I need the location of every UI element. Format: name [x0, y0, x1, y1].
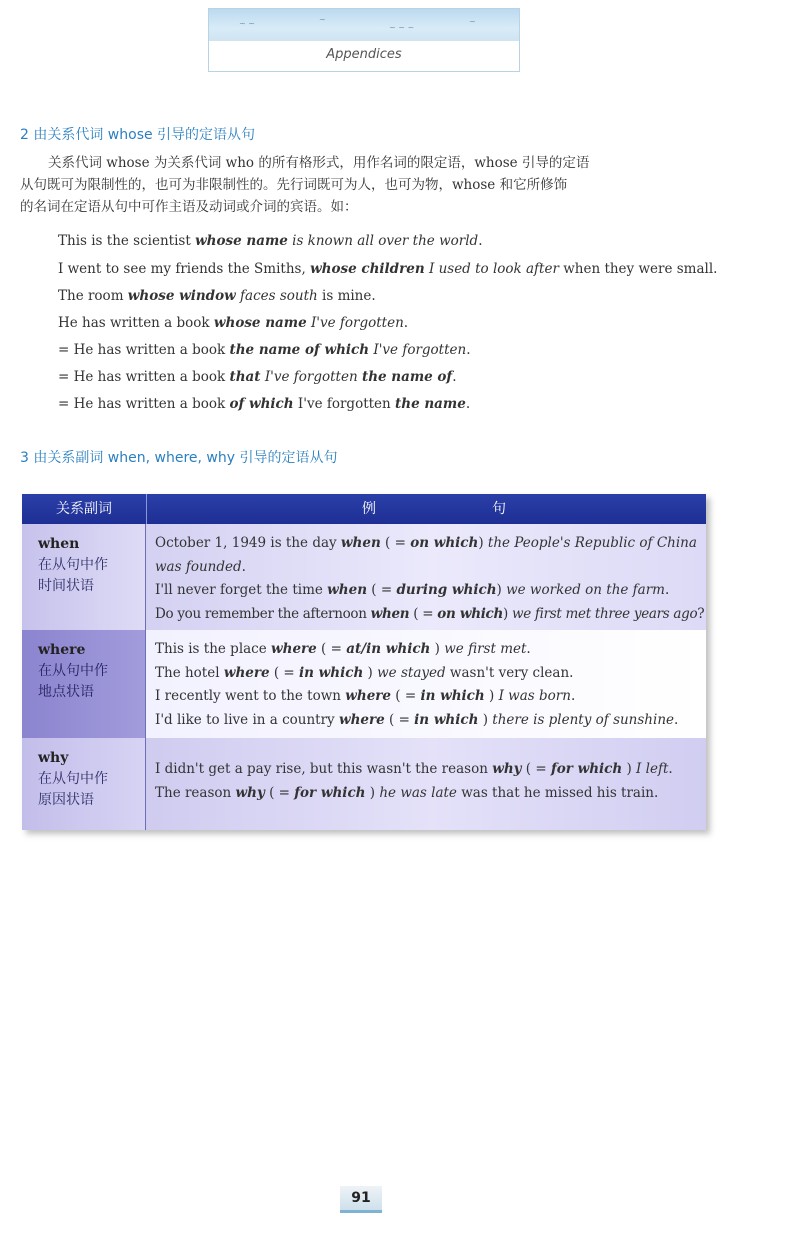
example-line: was founded.: [155, 558, 246, 575]
row-keyword: when: [38, 536, 80, 552]
paragraph-line: 从句既可为限制性的，也可为非限制性的。先行词既可为人，也可为物，whose 和它所修饰: [20, 177, 568, 193]
example-line: I'd like to live in a country where ( = in which ) there is plenty of sunshine.: [155, 711, 679, 728]
header-label: Appendices: [326, 47, 402, 62]
row-label: [22, 630, 146, 738]
example-sentence: I went to see my friends the Smiths, whose children I used to look after when they were small.: [58, 261, 718, 277]
section-3-title: 3 由关系副词 when, where, why 引导的定语从句: [20, 450, 338, 466]
relative-adverb-table: [22, 494, 706, 830]
row-role: 时间状语: [38, 578, 94, 594]
row-role: 地点状语: [38, 684, 94, 700]
row-role: 在从句中作: [38, 771, 108, 787]
page-number: 91: [340, 1186, 382, 1213]
example-sentence: = He has written a book that I've forgotten the name of.: [58, 369, 457, 385]
example-line: I'll never forget the time when ( = during which) we worked on the farm.: [155, 582, 670, 598]
row-label: [22, 524, 146, 630]
example-line: I recently went to the town where ( = in which ) I was born.: [155, 688, 576, 704]
example-line: October 1, 1949 is the day when ( = on which) the People's Republic of China: [155, 535, 697, 551]
example-sentence: This is the scientist whose name is known all over the world.: [58, 233, 483, 249]
row-label: [22, 738, 146, 830]
row-role: 原因状语: [38, 792, 94, 808]
example-sentence: The room whose window faces south is mine.: [58, 288, 376, 304]
header-col-example-b: 句: [492, 501, 506, 517]
table-row-why: [22, 738, 706, 830]
header-col-example-a: 例: [362, 501, 376, 517]
section-2-title: 2 由关系代词 whose 引导的定语从句: [20, 127, 256, 143]
example-line: The reason why ( = for which ) he was late was that he missed his train.: [155, 784, 659, 801]
header-sky-image: ~ ~ ~ ~ ~ ~ ~: [209, 9, 519, 41]
header-col-adverb: 关系副词: [22, 494, 147, 524]
table-header: [22, 494, 706, 524]
row-role: 在从句中作: [38, 557, 108, 573]
example-line: Do you remember the afternoon when ( = on which) we first met three years ago?: [155, 605, 705, 622]
section-2-paragraph: [20, 152, 710, 218]
table-row-when: [22, 524, 706, 630]
example-line: I didn't get a pay rise, but this wasn't the reason why ( = for which ) I left.: [155, 761, 673, 777]
example-sentence: = He has written a book of which I've forgotten the name.: [58, 396, 471, 412]
paragraph-line: 的名词在定语从句中可作主语及动词或介词的宾语。如：: [20, 199, 358, 215]
example-line: The hotel where ( = in which ) we stayed wasn't very clean.: [155, 664, 574, 681]
row-examples: [146, 524, 706, 630]
row-keyword: where: [38, 642, 86, 658]
example-line: This is the place where ( = at/in which ) we first met.: [155, 641, 531, 657]
paragraph-line: 关系代词 whose 为关系代词 who 的所有格形式，用作名词的限定语，whose 引导的定语: [48, 155, 590, 171]
example-sentence: He has written a book whose name I've forgotten.: [58, 315, 409, 331]
row-examples: [146, 738, 706, 830]
example-sentence: = He has written a book the name of which I've forgotten.: [58, 342, 471, 358]
header-band: [208, 8, 520, 72]
table-row-where: [22, 630, 706, 738]
row-role: 在从句中作: [38, 663, 108, 679]
row-examples: [146, 630, 706, 738]
row-keyword: why: [38, 750, 69, 766]
